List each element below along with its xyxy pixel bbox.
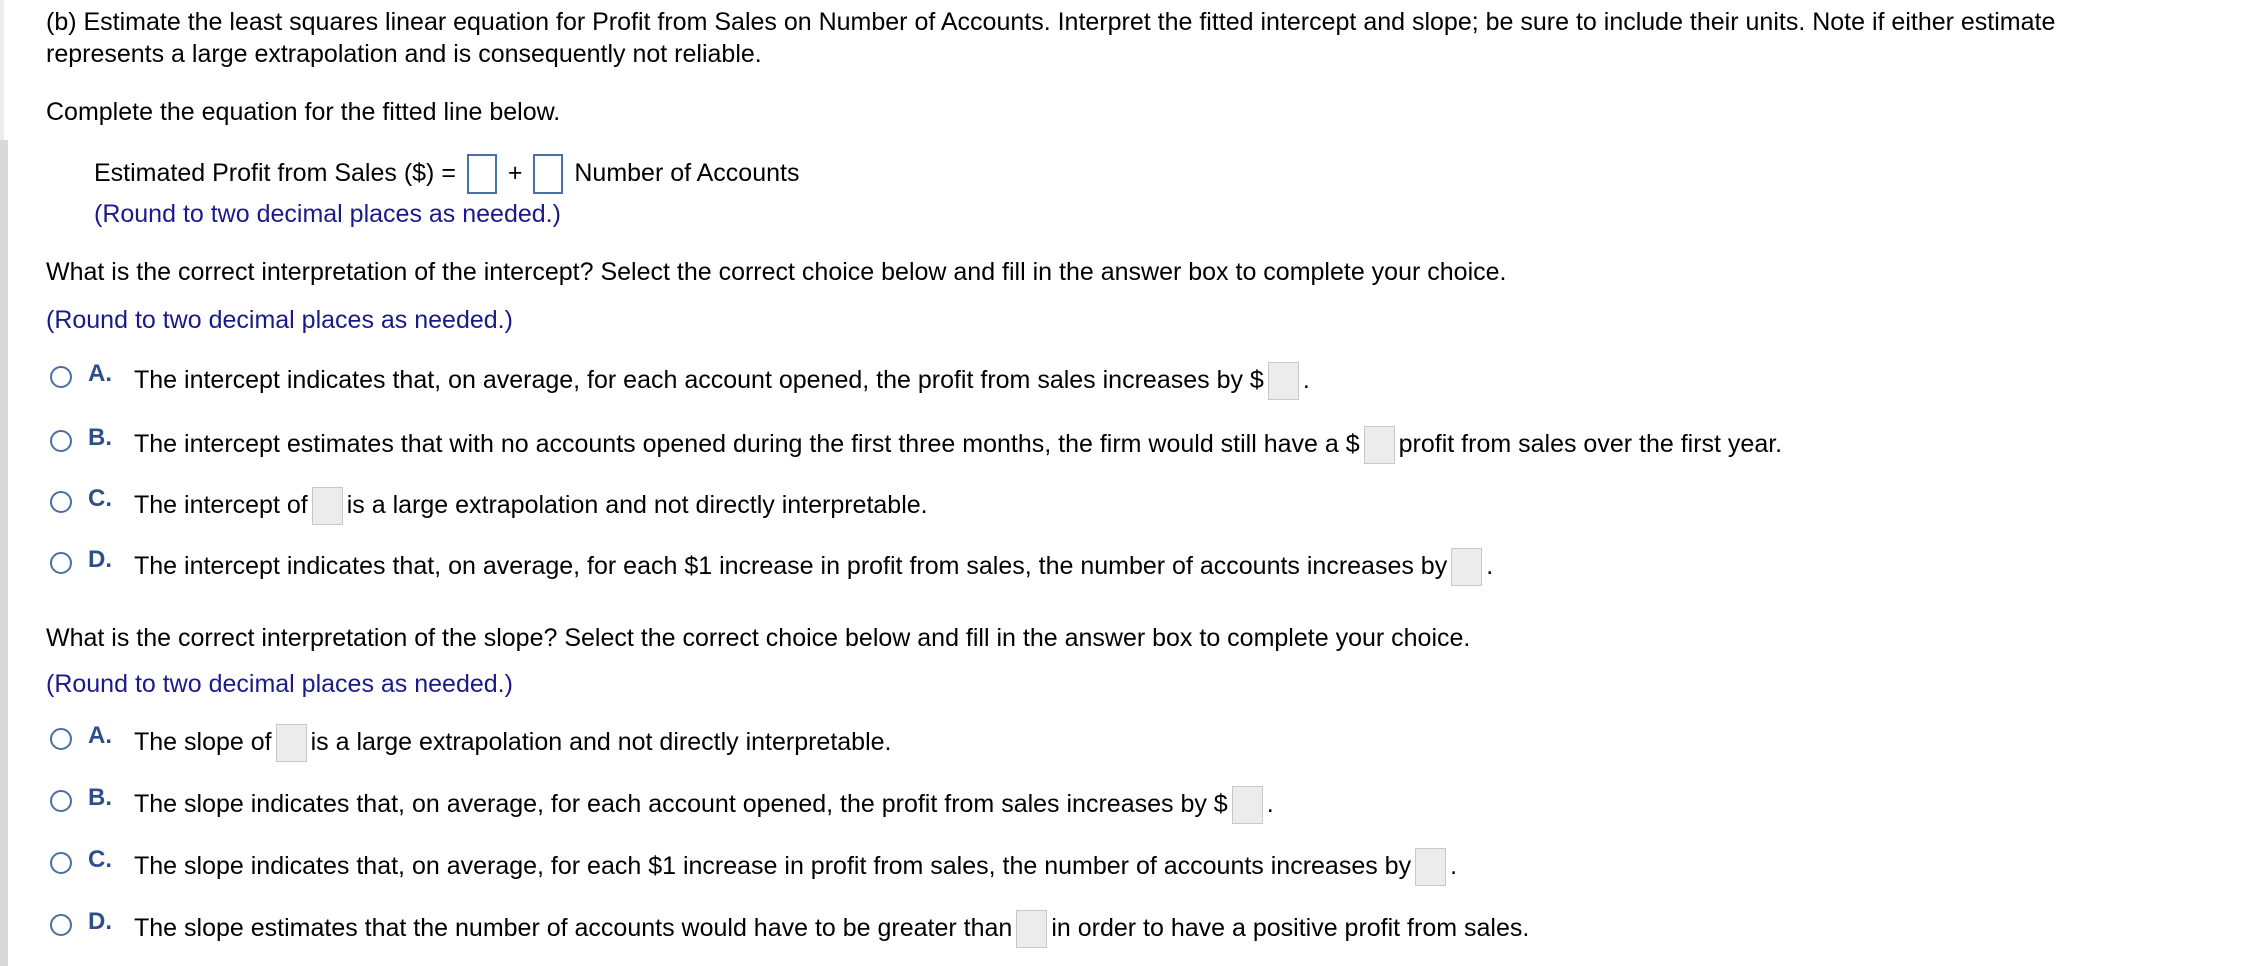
equation-row <box>94 153 799 194</box>
left-border-top <box>0 0 4 140</box>
answer-box[interactable] <box>1232 786 1263 824</box>
intro-line-2: represents a large extrapolation and is consequently not reliable. <box>46 40 762 68</box>
radio-button[interactable] <box>50 366 72 388</box>
choice-letter: A. <box>88 360 112 387</box>
choice-text-after: . <box>1266 790 1274 818</box>
intercept-round-hint: (Round to two decimal places as needed.) <box>46 306 513 334</box>
equation-lhs: Estimated Profit from Sales ($) = <box>94 159 456 187</box>
equation-rhs: Number of Accounts <box>574 159 800 187</box>
answer-box[interactable] <box>1016 910 1047 948</box>
equation-round-hint: (Round to two decimal places as needed.) <box>94 200 561 228</box>
choice-text-before: The intercept of <box>134 491 308 519</box>
answer-box[interactable] <box>1268 362 1299 400</box>
radio-button[interactable] <box>50 491 72 513</box>
choice-text-before: The slope of <box>134 728 272 756</box>
choice-letter: C. <box>88 485 112 512</box>
answer-box[interactable] <box>1415 848 1446 886</box>
intercept-question-prompt: What is the correct interpretation of the intercept? Select the correct choice below and fill in the answer box to complete your choice. <box>46 258 1507 286</box>
radio-button[interactable] <box>50 430 72 452</box>
choice-text-after: is a large extrapolation and not directly interpretable. <box>346 491 928 519</box>
equation-prompt: Complete the equation for the fitted line below. <box>46 98 561 126</box>
choice-text-before: The slope indicates that, on average, for each $1 increase in profit from sales, the number of accounts increases by <box>134 852 1412 880</box>
radio-button[interactable] <box>50 852 72 874</box>
choice-text-after: . <box>1302 366 1310 394</box>
choice-text-before: The intercept estimates that with no accounts opened during the first three months, the firm would still have a $ <box>134 430 1360 458</box>
slope-question-prompt: What is the correct interpretation of the slope? Select the correct choice below and fill in the answer box to complete your choice. <box>46 624 1471 652</box>
intercept-input[interactable] <box>467 154 497 194</box>
answer-box[interactable] <box>276 724 307 762</box>
choice-letter: C. <box>88 846 112 873</box>
choice-letter: B. <box>88 424 112 451</box>
choice-text-before: The intercept indicates that, on average, for each account opened, the profit from sales increases by $ <box>134 366 1264 394</box>
choice-text-before: The intercept indicates that, on average, for each $1 increase in profit from sales, the number of accounts increases by <box>134 552 1448 580</box>
answer-box[interactable] <box>1451 548 1482 586</box>
choice-text-after: is a large extrapolation and not directly interpretable. <box>310 728 892 756</box>
choice-text-after: . <box>1486 552 1494 580</box>
radio-button[interactable] <box>50 552 72 574</box>
slope-input[interactable] <box>533 154 563 194</box>
choice-text-before: The slope estimates that the number of accounts would have to be greater than <box>134 914 1013 942</box>
choice-letter: B. <box>88 784 112 811</box>
choice-text-before: The slope indicates that, on average, for each account opened, the profit from sales increases by $ <box>134 790 1228 818</box>
radio-button[interactable] <box>50 728 72 750</box>
intro-line-1: (b) Estimate the least squares linear equation for Profit from Sales on Number of Accounts. Interpret the fitted intercept and slope; be sure to include their units. Note if either estimate <box>46 8 2056 36</box>
radio-button[interactable] <box>50 914 72 936</box>
choice-text-after: profit from sales over the first year. <box>1398 430 1783 458</box>
left-border <box>0 140 8 966</box>
answer-box[interactable] <box>1364 426 1395 464</box>
answer-box[interactable] <box>312 487 343 525</box>
choice-text-after: . <box>1450 852 1458 880</box>
choice-letter: A. <box>88 722 112 749</box>
radio-button[interactable] <box>50 790 72 812</box>
choice-letter: D. <box>88 908 112 935</box>
equation-plus: + <box>507 159 523 187</box>
choice-letter: D. <box>88 546 112 573</box>
choice-text-after: in order to have a positive profit from sales. <box>1051 914 1530 942</box>
slope-round-hint: (Round to two decimal places as needed.) <box>46 670 513 698</box>
